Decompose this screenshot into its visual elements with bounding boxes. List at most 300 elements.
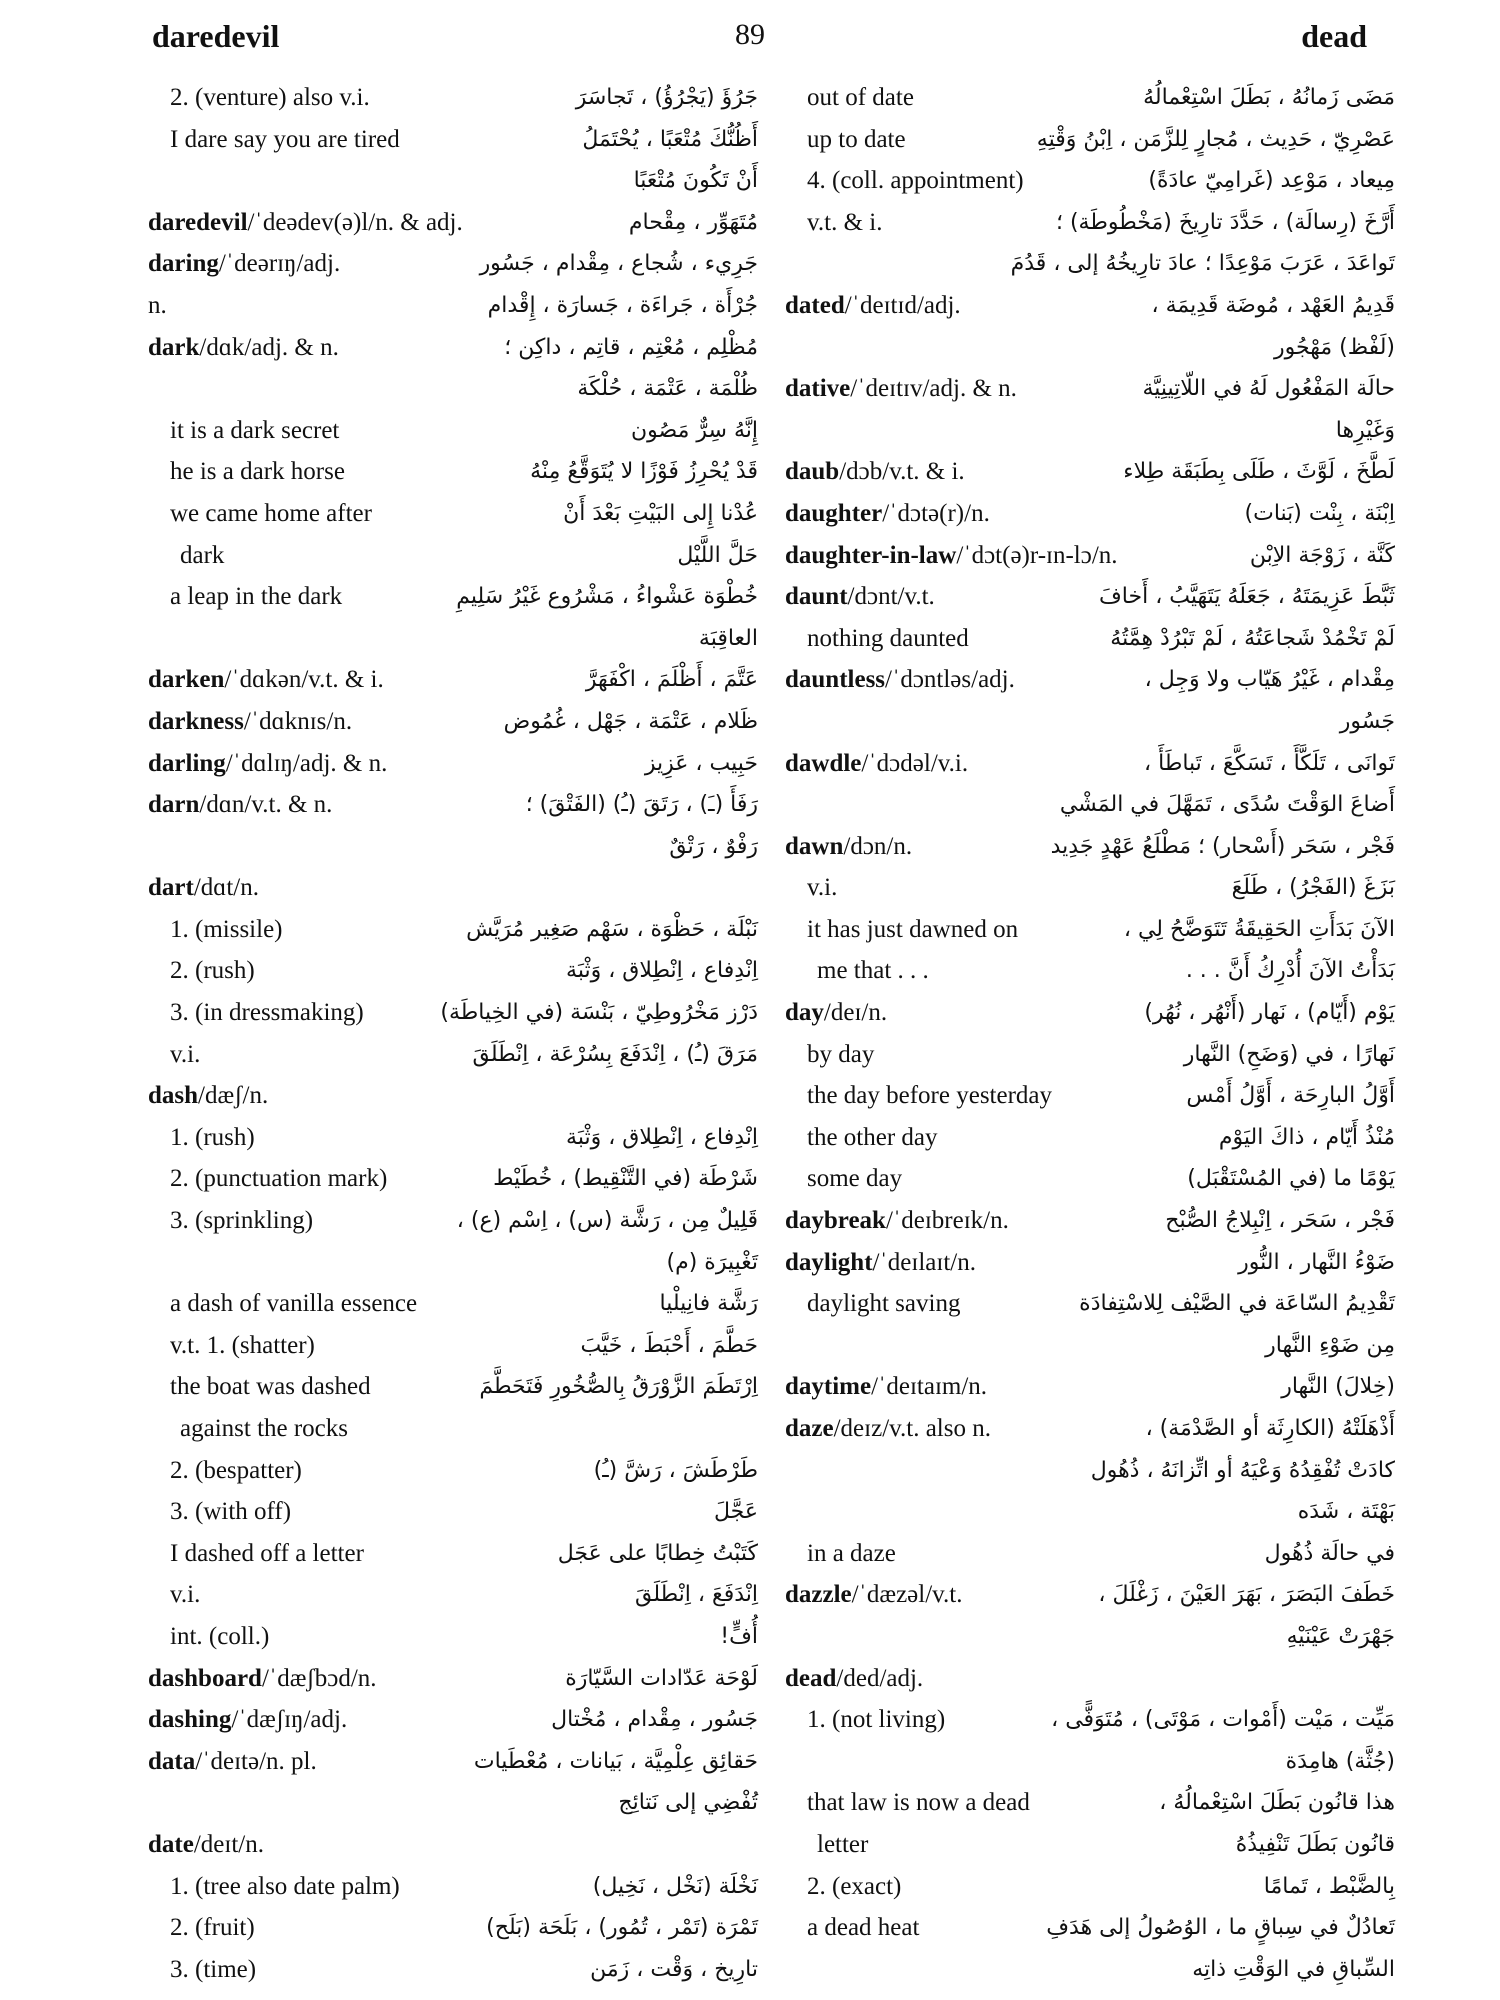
dictionary-line: [148, 1577, 758, 1619]
english-text: [148, 248, 340, 280]
arabic-translation: أَوَّلُ البارِحَة ، أَوَّلُ أَمْس: [1186, 1083, 1395, 1109]
arabic-translation: مَيِّت ، مَيْت (أَمْوات ، مَوْتَى) ، مُتَوَفًّى ،: [1051, 1707, 1395, 1733]
pronunciation-and-pos: /dɔnt/v.t.: [847, 583, 935, 611]
english-text: [785, 831, 912, 863]
english-text: 1. (rush): [170, 1123, 255, 1151]
english-text: 3. (with off): [170, 1498, 292, 1526]
dictionary-line: [785, 1203, 1395, 1245]
english-text: [785, 540, 1118, 572]
dictionary-line: [785, 413, 1395, 455]
dictionary-line: [148, 163, 758, 205]
dictionary-line: [785, 829, 1395, 871]
arabic-translation: الآنَ بَدَأَتِ الحَقِيقَةُ تَتَوَضَّحُ لِي ،: [1123, 916, 1395, 942]
english-text: [148, 872, 259, 904]
english-text: letter: [817, 1830, 869, 1858]
headword: daylight: [785, 1248, 873, 1276]
dictionary-line: [785, 1286, 1395, 1328]
headword: dazzle: [785, 1581, 852, 1609]
arabic-translation: عُدْنا إِلى البَيْتِ بَعْدَ أَنْ: [563, 500, 758, 526]
headword: darken: [148, 666, 225, 694]
arabic-translation: دَرْز مَخْرُوطِيّ ، بَنْسَة (في الخِياطَة): [440, 1000, 758, 1026]
english-text: [785, 581, 935, 613]
headword: data: [148, 1747, 196, 1775]
arabic-translation: حَلَّ اللَّيْل: [677, 542, 758, 568]
english-text: that law is now a dead: [807, 1789, 1030, 1817]
arabic-translation: شَرْطَة (في التَّنْقِيط) ، خُطَيْط: [493, 1166, 758, 1192]
dictionary-line: [148, 1037, 758, 1079]
arabic-translation: أُفٍّ!: [720, 1623, 758, 1649]
dictionary-line: [148, 1910, 758, 1952]
english-text: int. (coll.): [170, 1622, 270, 1650]
pronunciation-and-pos: /ˈdɔtə(r)/n.: [882, 499, 990, 527]
arabic-translation: كَنَّة ، زَوْجَة الاِبْن: [1249, 542, 1395, 568]
english-text: I dashed off a letter: [170, 1539, 364, 1567]
dictionary-line: [148, 288, 758, 330]
pronunciation-and-pos: /ˈdɑlɪŋ/adj. & n.: [225, 749, 388, 777]
dictionary-line: [148, 1869, 758, 1911]
dictionary-line: [148, 1203, 758, 1245]
dictionary-line: [785, 621, 1395, 663]
arabic-translation: لَمْ تَخْمُدْ شَجاعَتُهُ ، لَمْ تَبْرُدْ هِمَّتُهُ: [1110, 625, 1395, 651]
arabic-translation: ظُلْمَة ، عَتْمَة ، حُلْكَة: [577, 376, 758, 402]
english-text: up to date: [807, 125, 906, 153]
dictionary-line: [785, 122, 1395, 164]
dictionary-line: [785, 246, 1395, 288]
headword: dead: [785, 1664, 837, 1692]
pronunciation-and-pos: /dɑk/adj. & n.: [199, 333, 339, 361]
english-text: against the rocks: [180, 1415, 349, 1442]
dictionary-line: [148, 746, 758, 788]
english-text: the boat was dashed: [170, 1373, 371, 1401]
dictionary-line: [148, 1536, 758, 1578]
english-text: 3. (in dressmaking): [170, 999, 364, 1027]
pronunciation-and-pos: /ˈdeɪtaɪm/n.: [871, 1373, 988, 1401]
dictionary-line: [148, 829, 758, 871]
english-text: it is a dark secret: [170, 416, 340, 444]
dictionary-line: [148, 1494, 758, 1536]
dictionary-line: [148, 621, 758, 663]
dictionary-line: [785, 912, 1395, 954]
dictionary-line: [785, 205, 1395, 247]
arabic-translation: هذا قانُون بَطَلَ اسْتِعْمالُهُ ،: [1159, 1790, 1395, 1816]
pronunciation-and-pos: /ded/adj.: [836, 1664, 924, 1692]
english-text: 2. (rush): [170, 957, 255, 985]
english-text: by day: [807, 1040, 875, 1068]
english-text: a leap in the dark: [170, 583, 343, 611]
english-text: [785, 1579, 963, 1611]
arabic-translation: قَلِيلٌ مِن ، رَشَّة (س) ، اِسْم (ع) ،: [456, 1208, 758, 1234]
arabic-translation: فَجْر ، سَحَر (أَسْحار) ؛ مَطْلَعُ عَهْدٍ جَدِيد: [1050, 833, 1395, 859]
arabic-translation: لَطَّخَ ، لَوَّثَ ، طَلَى بِطَبَقَة طِلاء: [1123, 459, 1395, 485]
dictionary-line: [148, 1161, 758, 1203]
dictionary-line: [148, 1702, 758, 1744]
english-text: [148, 748, 387, 780]
arabic-translation: حَطَّمَ ، أَحْبَطَ ، خَيَّبَ: [580, 1332, 758, 1358]
arabic-translation: حالَة المَفْعُول لَهُ في اللّاتِينِيَّة: [1142, 376, 1395, 402]
english-text: [785, 498, 990, 530]
arabic-translation: مِيعاد ، مَوْعِد (غَرامِيّ عادَةً): [1148, 168, 1395, 194]
pronunciation-and-pos: /ˈdæʃɪŋ/adj.: [231, 1706, 348, 1734]
headword: dawdle: [785, 749, 862, 777]
english-text: [148, 1663, 377, 1695]
dictionary-line: [785, 1494, 1395, 1536]
dictionary-line: [785, 496, 1395, 538]
arabic-translation: تارِيخ ، وَقْت ، زَمَن: [590, 1956, 758, 1982]
pronunciation-and-pos: /dɑt/n.: [193, 874, 259, 902]
dictionary-line: [785, 1161, 1395, 1203]
pronunciation-and-pos: /ˈdɑknɪs/n.: [243, 707, 353, 735]
english-text: 1. (missile): [170, 915, 283, 943]
arabic-translation: جَرِيء ، شُجاع ، مِقْدام ، جَسُور: [479, 251, 758, 277]
arabic-translation: طَرْطَشَ ، رَشَّ (ـُ): [593, 1457, 758, 1483]
arabic-translation: رَفَأَ (ـَ) ، رَتَقَ (ـُ) (الفَتْقَ) ؛: [525, 792, 758, 818]
english-text: [148, 1829, 264, 1861]
arabic-translation: قانُون بَطَلَ تَنْفِيذُهُ: [1235, 1831, 1395, 1857]
page-number: 89: [735, 18, 765, 51]
dictionary-line: [785, 80, 1395, 122]
dictionary-line: [785, 953, 1395, 995]
headword: daybreak: [785, 1207, 886, 1235]
dictionary-line: [148, 1120, 758, 1162]
dictionary-line: [785, 1078, 1395, 1120]
dictionary-line: [785, 1245, 1395, 1287]
english-text: [785, 456, 965, 488]
english-text: v.t. & i.: [807, 208, 883, 236]
pronunciation-and-pos: /dæʃ/n.: [198, 1082, 269, 1110]
arabic-translation: رَفْوٌ ، رَتْقٌ: [669, 833, 758, 859]
english-text: [785, 1413, 991, 1445]
arabic-translation: مُتَهَوِّر ، مِقْحام: [628, 209, 758, 235]
english-text: [148, 1704, 347, 1736]
english-text: v.i.: [170, 1040, 201, 1068]
english-text: [148, 789, 332, 821]
arabic-translation: جَهْرَتْ عَيْنَيْهِ: [1286, 1623, 1395, 1649]
dictionary-line: [148, 1827, 758, 1869]
pronunciation-and-pos: /deɪz/v.t. also n.: [833, 1415, 991, 1442]
dictionary-line: [148, 662, 758, 704]
arabic-translation: كَتَبْتُ خِطابًا على عَجَل: [557, 1540, 758, 1566]
arabic-translation: مُنْذُ أَيّام ، ذاكَ اليَوْم: [1218, 1124, 1395, 1150]
dictionary-line: [785, 870, 1395, 912]
dictionary-line: [785, 1037, 1395, 1079]
arabic-translation: تَعادُلٌ في سِباقٍ ما ، الوُصُولُ إلى هَدَفِ: [1046, 1915, 1395, 1941]
pronunciation-and-pos: /ˈdeɪtɪd/adj.: [844, 291, 961, 319]
arabic-translation: إِنَّهُ سِرٌّ مَصُون: [631, 417, 758, 443]
dictionary-line: [148, 246, 758, 288]
arabic-translation: جُرْأَة ، جَراءَة ، جَسارَة ، إِقْدام: [487, 292, 758, 318]
english-text: a dash of vanilla essence: [170, 1290, 418, 1318]
pronunciation-and-pos: /ˈdɑkən/v.t. & i.: [224, 666, 384, 694]
headword: daub: [785, 458, 840, 486]
english-text: v.t. 1. (shatter): [170, 1331, 315, 1359]
english-text: [148, 706, 352, 738]
arabic-translation: اِنْدِفاع ، اِنْطِلاق ، وَثْبَة: [566, 1124, 758, 1150]
arabic-translation: تَواعَدَ ، عَرَبَ مَوْعِدًا ؛ عادَ تارِيخُهُ إلى ، قَدُمَ: [1010, 251, 1395, 277]
dictionary-line: [785, 1702, 1395, 1744]
dictionary-line: [785, 454, 1395, 496]
dictionary-line: [785, 1120, 1395, 1162]
arabic-translation: تَقْدِيمُ السّاعَة في الصَّيْف لِلاسْتِفادَة: [1079, 1291, 1395, 1317]
english-text: daylight saving: [807, 1290, 961, 1318]
dictionary-line: [785, 1536, 1395, 1578]
english-text: [785, 373, 1017, 405]
dictionary-line: [785, 704, 1395, 746]
right-column: [785, 80, 1395, 1993]
arabic-translation: خُطْوَة عَشْواءُ ، مَشْرُوع غَيْرُ سَلِيمِ: [456, 584, 758, 610]
pronunciation-and-pos: /deɪ/n.: [823, 999, 888, 1027]
headword: darkness: [148, 707, 244, 735]
dictionary-line: [148, 579, 758, 621]
dictionary-line: [785, 288, 1395, 330]
english-text: 4. (coll. appointment): [807, 167, 1024, 195]
pronunciation-and-pos: /ˈdɔdəl/v.i.: [861, 749, 969, 777]
arabic-translation: بِالضَّبْط ، تَمامًا: [1263, 1873, 1395, 1899]
dictionary-line: [148, 80, 758, 122]
headword: dauntless: [785, 666, 886, 694]
english-text: 3. (time): [170, 1955, 257, 1983]
headword: date: [148, 1830, 194, 1858]
dictionary-line: [785, 1328, 1395, 1370]
headword: dark: [148, 333, 200, 361]
english-text: he is a dark horse: [170, 458, 345, 486]
arabic-translation: كادَتْ تُفْقِدُهُ وَعْيَهُ أو اتِّزانَهُ ، ذُهُول: [1090, 1457, 1395, 1483]
arabic-translation: ضَوْءُ النَّهار ، النُّور: [1238, 1249, 1395, 1275]
dictionary-line: [785, 1619, 1395, 1661]
arabic-translation: لَوْحَة عَدّادات السَّيّارَة: [565, 1665, 758, 1691]
english-text: 2. (fruit): [170, 1914, 255, 1942]
arabic-translation: مَضَى زَمانُهُ ، بَطَلَ اسْتِعْمالُهُ: [1143, 85, 1395, 110]
headword: dart: [148, 874, 194, 902]
english-text: 2. (venture) also v.i.: [170, 84, 370, 111]
english-text: [785, 997, 887, 1029]
english-text: [785, 1663, 923, 1695]
arabic-translation: حَبِيب ، عَزِيز: [644, 750, 758, 776]
pronunciation-and-pos: /dɔb/v.t. & i.: [839, 458, 965, 486]
arabic-translation: قَدْ يُحْرِزُ فَوْزًا لا يُتَوَقَّعُ مِنْهُ: [530, 459, 758, 485]
english-text: 2. (exact): [807, 1872, 902, 1900]
dictionary-line: [785, 579, 1395, 621]
arabic-translation: مِقْدام ، غَيْرُ هَيّاب ولا وَجِل ،: [1144, 667, 1395, 693]
arabic-translation: نَخْلَة (نَخْل ، نَخِيل): [592, 1873, 758, 1899]
dictionary-line: [785, 1910, 1395, 1952]
arabic-translation: خَطَفَ البَصَرَ ، بَهَرَ العَيْنَ ، زَغْلَلَ ،: [1098, 1582, 1395, 1608]
arabic-translation: تَوانَى ، تَلَكَّأَ ، تَسَكَّعَ ، تَباطَأَ ،: [1144, 750, 1395, 776]
english-text: nothing daunted: [807, 624, 969, 652]
arabic-translation: اِبْنَة ، بِنْت (بَنات): [1244, 500, 1395, 526]
english-text: [785, 1205, 1009, 1237]
dictionary-line: [785, 995, 1395, 1037]
pronunciation-and-pos: /deɪt/n.: [193, 1830, 264, 1858]
arabic-translation: ظَلام ، عَتْمَة ، جَهْل ، غُمُوض: [503, 708, 758, 734]
dictionary-line: [785, 1744, 1395, 1786]
english-text: n.: [148, 291, 167, 319]
dictionary-line: [785, 1785, 1395, 1827]
arabic-translation: بَدَأْتُ الآنَ أُدْرِكُ أَنَّ . . .: [1185, 958, 1395, 984]
dictionary-line: [785, 1453, 1395, 1495]
right-running-headword: dead: [1301, 18, 1367, 54]
pronunciation-and-pos: /ˈdeɪtɪv/adj. & n.: [850, 375, 1017, 403]
dictionary-line: [148, 122, 758, 164]
dictionary-line: [148, 953, 758, 995]
english-text: [148, 664, 384, 696]
arabic-translation: جَرُؤَ (يَجْرُؤُ) ، تَجاسَرَ: [575, 85, 758, 110]
dictionary-line: [148, 371, 758, 413]
dictionary-line: [148, 1661, 758, 1703]
arabic-translation: عَصْرِيّ ، حَدِيث ، مُجارٍ لِلزَّمَن ، اِبْنُ وَقْتِهِ: [1036, 126, 1395, 152]
headword: dash: [148, 1082, 199, 1110]
arabic-translation: جَسُور ، مِقْدام ، مُخْتال: [551, 1707, 758, 1733]
english-text: 3. (sprinkling): [170, 1207, 314, 1235]
arabic-translation: اِنْدَفَعَ ، اِنْطَلَقَ: [634, 1582, 758, 1608]
pronunciation-and-pos: /ˈdeɪbreɪk/n.: [885, 1207, 1009, 1235]
pronunciation-and-pos: /ˈdeərɪŋ/adj.: [218, 250, 341, 278]
arabic-translation: العاقِبَة: [698, 625, 758, 651]
dictionary-line: [785, 371, 1395, 413]
headword: dative: [785, 375, 851, 403]
left-column: [148, 80, 758, 1993]
dictionary-line: [785, 1577, 1395, 1619]
headword: day: [785, 999, 824, 1027]
dictionary-line: [148, 1286, 758, 1328]
arabic-translation: حَقائِق عِلْمِيَّة ، بَيانات ، مُعْطَيات: [473, 1748, 758, 1774]
english-text: a dead heat: [807, 1914, 920, 1942]
english-text: [785, 1371, 987, 1403]
pronunciation-and-pos: /ˈdeɪlaɪt/n.: [872, 1248, 976, 1276]
arabic-translation: اِرْتَطَمَ الزَّوْرَقُ بِالصُّخُورِ فَتَحَطَّمَ: [479, 1374, 758, 1400]
arabic-translation: أَنْ تَكُونَ مُتْعَبًا: [633, 168, 758, 194]
headword: dashing: [148, 1706, 232, 1734]
dictionary-line: [785, 1827, 1395, 1869]
arabic-translation: أَضاعَ الوَقْتَ سُدًى ، تَمَهَّلَ في المَشْي: [1059, 792, 1395, 818]
dictionary-line: [785, 1661, 1395, 1703]
headword: daughter-in-law: [785, 541, 957, 569]
dictionary-line: [148, 1952, 758, 1994]
dictionary-line: [148, 330, 758, 372]
arabic-translation: بَهْتَة ، شَدَه: [1297, 1499, 1395, 1525]
dictionary-line: [148, 1785, 758, 1827]
dictionary-line: [785, 662, 1395, 704]
headword: daredevil: [148, 208, 248, 236]
arabic-translation: تُفْضِي إلى نَتائِج: [618, 1790, 758, 1816]
dictionary-line: [148, 1369, 758, 1411]
arabic-translation: (لَفْظ) مَهْجُور: [1274, 334, 1395, 360]
arabic-translation: عَجَّلَ: [714, 1499, 758, 1525]
headword: darling: [148, 749, 226, 777]
dictionary-line: [148, 1744, 758, 1786]
english-text: [785, 748, 968, 780]
arabic-translation: مِن ضَوْءِ النَّهار: [1265, 1332, 1395, 1358]
english-text: we came home after: [170, 499, 372, 527]
headword: dawn: [785, 832, 844, 860]
arabic-translation: نَبْلَة ، حَظْوَة ، سَهْم صَغِير مُرَيَّش: [466, 916, 758, 942]
dictionary-line: [148, 912, 758, 954]
headword: daring: [148, 250, 219, 278]
dictionary-line: [148, 704, 758, 746]
dictionary-line: [148, 413, 758, 455]
arabic-translation: تَمْرَة (تَمْر ، تُمُور) ، بَلَحَة (بَلَح): [486, 1915, 758, 1941]
english-text: me that . . .: [817, 957, 929, 985]
dictionary-line: [148, 538, 758, 580]
dictionary-line: [148, 1619, 758, 1661]
headword: darn: [148, 791, 200, 819]
english-text: 1. (tree also date palm): [170, 1872, 400, 1900]
pronunciation-and-pos: /dɔn/n.: [843, 832, 913, 860]
arabic-translation: مُظْلِم ، مُعْتِم ، قاتِم ، داكِن ؛: [504, 334, 758, 360]
page-header: [0, 14, 1500, 64]
dictionary-line: [148, 1411, 758, 1453]
english-text: I dare say you are tired: [170, 125, 400, 153]
headword: dated: [785, 291, 845, 319]
dictionary-line: [148, 205, 758, 247]
pronunciation-and-pos: /dɑn/v.t. & n.: [199, 791, 333, 819]
headword: daughter: [785, 499, 883, 527]
dictionary-line: [148, 787, 758, 829]
dictionary-line: [148, 995, 758, 1037]
dictionary-line: [785, 1869, 1395, 1911]
english-text: 2. (punctuation mark): [170, 1165, 388, 1193]
dictionary-line: [148, 1328, 758, 1370]
arabic-translation: مَرَقَ (ـُ) ، اِنْدَفَعَ بِسُرْعَة ، اِنْطَلَقَ: [472, 1041, 758, 1067]
arabic-translation: بَزَغَ (الفَجْرُ) ، طَلَعَ: [1231, 875, 1395, 901]
pronunciation-and-pos: /ˈdɔntləs/adj.: [885, 666, 1015, 694]
headword: daunt: [785, 583, 848, 611]
arabic-translation: فَجْر ، سَحَر ، اِنْبِلاجُ الصُّبْح: [1165, 1208, 1395, 1234]
dictionary-line: [148, 1245, 758, 1287]
english-text: [148, 332, 339, 364]
english-text: dark: [180, 541, 225, 569]
english-text: some day: [807, 1165, 903, 1193]
arabic-translation: السِّباقِ في الوَقْتِ ذاتِه: [1192, 1956, 1395, 1982]
arabic-translation: (خِلالَ) النَّهار: [1281, 1374, 1395, 1400]
arabic-translation: ثَبَّطَ عَزِيمَتَهُ ، جَعَلَهُ يَتَهَيَّبُ ، أَخافَ: [1098, 584, 1395, 610]
dictionary-line: [148, 1078, 758, 1120]
english-text: [148, 1746, 317, 1778]
arabic-translation: أَرَّخَ (رِسالَة) ، حَدَّدَ تارِيخَ (مَخْطُوطَة) ؛: [1055, 209, 1395, 235]
arabic-translation: أَظُنُّكَ مُتْعَبًا ، يُحْتَمَلُ: [582, 126, 758, 152]
arabic-translation: تَغْبِيرَة (م): [666, 1249, 758, 1275]
dictionary-line: [785, 330, 1395, 372]
arabic-translation: نَهارًا ، في (وَضَحِ) النَّهار: [1183, 1041, 1395, 1067]
english-text: [148, 207, 463, 239]
arabic-translation: جَسُور: [1339, 708, 1395, 734]
headword: dashboard: [148, 1664, 262, 1692]
english-text: the day before yesterday: [807, 1082, 1053, 1110]
dictionary-line: [785, 538, 1395, 580]
english-text: [785, 1247, 976, 1279]
dictionary-line: [148, 870, 758, 912]
english-text: [785, 290, 961, 322]
arabic-translation: عَتَّمَ ، أَظْلَمَ ، اكْفَهَرَّ: [585, 667, 758, 693]
english-text: [148, 1080, 268, 1112]
pronunciation-and-pos: /ˈdeɪtə/n. pl.: [195, 1747, 317, 1775]
pronunciation-and-pos: /ˈdeədev(ə)l/n. & adj.: [247, 208, 463, 236]
arabic-translation: أَذْهَلَتْهُ (الكارِثَة أو الصَّدْمَة) ،: [1145, 1416, 1395, 1441]
english-text: [785, 664, 1015, 696]
english-text: it has just dawned on: [807, 915, 1019, 943]
english-text: v.i.: [807, 874, 838, 902]
dictionary-line: [148, 1453, 758, 1495]
english-text: v.i.: [170, 1581, 201, 1609]
english-text: in a daze: [807, 1539, 896, 1567]
dictionary-line: [148, 454, 758, 496]
pronunciation-and-pos: /ˈdæʃbɔd/n.: [261, 1664, 377, 1692]
pronunciation-and-pos: /ˈdɔt(ə)r-ɪn-lɔ/n.: [956, 541, 1118, 569]
dictionary-line: [785, 746, 1395, 788]
arabic-translation: يَوْم (أَيّام) ، نَهار (أَنْهُر ، نُهُر): [1144, 1000, 1395, 1026]
left-running-headword: daredevil: [152, 18, 280, 54]
dictionary-line: [785, 1952, 1395, 1994]
headword: daytime: [785, 1373, 872, 1401]
